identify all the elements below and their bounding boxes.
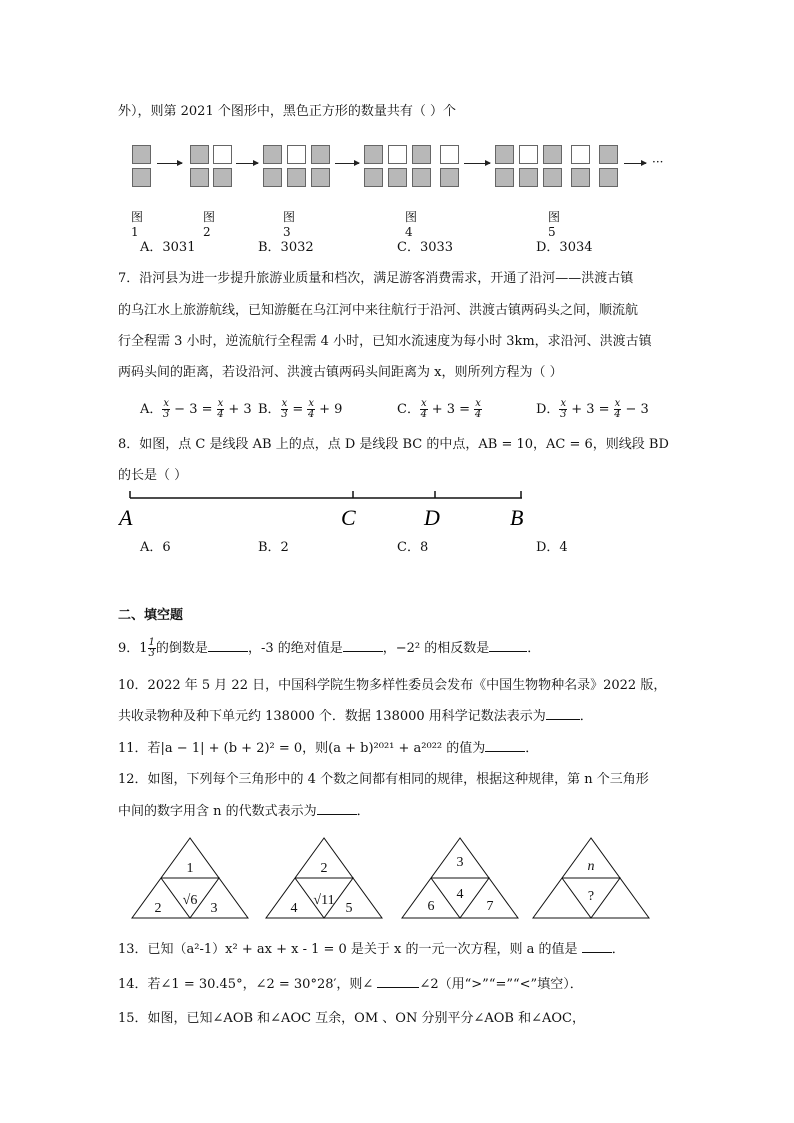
q7-line-3: 行全程需 3 小时，逆流航行全程需 4 小时，已知水流速度为每小时 3km，求沿河、洪渡古镇 — [118, 334, 652, 349]
q6-option-b[interactable]: B．3032 — [258, 240, 314, 255]
q6-tail-text: 外），则第 2021 个图形中，黑色正方形的数量共有（ ）个 — [118, 104, 456, 119]
q12-blank[interactable] — [317, 814, 357, 815]
point-label-b: B — [510, 505, 524, 530]
q7-option-d[interactable]: D． $\frac{x}{3}$ + 3 = $\frac{x}{4}$ − 3 — [536, 398, 649, 420]
q14-text: 14．若∠1 = 30.45°，∠2 = 30°28′，则∠ ∠2（用“>”“=”“<”填空）． — [118, 977, 583, 992]
q10-line-2: 共收录物种及种下单元约 138000 个．数据 138000 用科学记数法表示为 ． — [118, 709, 593, 724]
tri3-left: 6 — [427, 899, 435, 914]
black-square — [364, 145, 383, 164]
q8-option-c[interactable]: C．8 — [397, 540, 429, 555]
q9-text: 9．1 $\frac{1}{3}$ 的倒数是 ，-3 的绝对值是 ，−2² 的相反数是 ． — [118, 637, 541, 659]
black-square — [132, 168, 151, 187]
tri1-right: 3 — [210, 901, 218, 916]
tri1-mid: √6 — [182, 893, 198, 908]
figure-label-2: 图2 — [203, 210, 216, 239]
black-square — [213, 168, 232, 187]
q10-blank[interactable] — [546, 719, 580, 720]
black-square — [495, 145, 514, 164]
black-square — [311, 145, 330, 164]
arrow-icon — [236, 163, 258, 164]
arrow-icon — [157, 163, 182, 164]
black-square — [364, 168, 383, 187]
q15-text: 15．如图，已知∠AOB 和∠AOC 互余，OM 、ON 分别平分∠AOB 和∠AOC， — [118, 1011, 585, 1026]
tri1-left: 2 — [154, 901, 162, 916]
black-square — [190, 168, 209, 187]
figure-label-3: 图3 — [283, 210, 296, 239]
tri3-right: 7 — [486, 899, 494, 914]
black-square — [599, 145, 618, 164]
black-square — [599, 168, 618, 187]
triangle-3 — [402, 838, 518, 918]
q9-blank-2[interactable] — [343, 651, 383, 652]
section-title-fill-in: 二、填空题 — [118, 608, 184, 623]
q7-line-2: 的乌江水上旅游航线，已知游艇在乌江河中来往航行于沿河、洪渡古镇两码头之间，顺流航 — [118, 303, 639, 318]
q6-option-c[interactable]: C．3033 — [397, 240, 454, 255]
q12-triangles-figure — [120, 836, 660, 922]
white-square — [440, 145, 459, 164]
black-square — [263, 145, 282, 164]
tri2-mid: √11 — [313, 893, 335, 908]
q7-option-b[interactable]: B． $\frac{x}{3}$ = $\frac{x}{4}$ + 9 — [258, 398, 343, 420]
black-square — [388, 168, 407, 187]
black-square — [543, 145, 562, 164]
arrow-icon — [335, 163, 359, 164]
black-square — [519, 168, 538, 187]
q13-text: 13．已知（a²-1）x² + ax + x - 1 = 0 是关于 x 的一元一次方程，则 a 的值是 ． — [118, 942, 625, 957]
white-square — [571, 145, 590, 164]
q14-blank[interactable] — [377, 987, 419, 988]
triangle-4 — [533, 838, 649, 918]
arrow-icon — [624, 163, 646, 164]
black-square — [543, 168, 562, 187]
black-square — [311, 168, 330, 187]
q6-option-d[interactable]: D．3034 — [536, 240, 593, 255]
q12-line-1: 12．如图，下列每个三角形中的 4 个数之间都有相同的规律，根据这种规律，第 n 个三角形 — [118, 772, 649, 787]
tri3-mid: 4 — [456, 887, 464, 902]
q6-option-a[interactable]: A．3031 — [140, 240, 196, 255]
white-square — [287, 145, 306, 164]
figure-label-5: 图5 — [548, 210, 561, 239]
black-square — [287, 168, 306, 187]
point-label-d: D — [424, 505, 440, 530]
ellipsis: ··· — [652, 155, 664, 169]
point-label-c: C — [341, 505, 356, 530]
q8-option-a[interactable]: A．6 — [140, 540, 171, 555]
q8-line-1: 8．如图，点 C 是线段 AB 上的点，点 D 是线段 BC 的中点，AB = 10，AC = 6，则线段 BD — [118, 437, 669, 452]
q7-option-a[interactable]: A． $\frac{x}{3}$ − 3 = $\frac{x}{4}$ + 3 — [140, 398, 252, 420]
q9-blank-1[interactable] — [208, 651, 248, 652]
q9-blank-3[interactable] — [489, 651, 527, 652]
tri2-left: 4 — [290, 901, 298, 916]
black-square — [495, 168, 514, 187]
black-square — [132, 145, 151, 164]
q10-line-1: 10．2022 年 5 月 22 日，中国科学院生物多样性委员会发布《中国生物物种名录》2022 版， — [118, 678, 667, 693]
point-label-a: A — [119, 505, 133, 530]
black-square — [412, 145, 431, 164]
black-square — [571, 168, 590, 187]
q7-line-4: 两码头间的距离，若设沿河、洪渡古镇两码头间距离为 x，则所列方程为（ ） — [118, 365, 563, 380]
black-square — [263, 168, 282, 187]
white-square — [519, 145, 538, 164]
tri4-mid: ? — [587, 889, 595, 904]
q7-line-1: 7．沿河县为进一步提升旅游业质量和档次，满足游客消费需求，开通了沿河——洪渡古镇 — [118, 271, 634, 286]
white-square — [388, 145, 407, 164]
arrow-icon — [464, 163, 490, 164]
black-square — [440, 168, 459, 187]
tri4-top: n — [587, 859, 595, 874]
q8-option-b[interactable]: B．2 — [258, 540, 289, 555]
black-square — [190, 145, 209, 164]
black-square — [412, 168, 431, 187]
q11-text: 11．若|a − 1| + (b + 2)² = 0，则(a + b)²⁰²¹ + a²⁰²² 的值为 ． — [118, 741, 539, 756]
tri2-right: 5 — [345, 901, 353, 916]
tri3-top: 3 — [456, 855, 464, 870]
q13-blank[interactable] — [582, 952, 612, 953]
q12-line-2: 中间的数字用含 n 的代数式表示为 ． — [118, 804, 370, 819]
q8-segment-figure — [118, 488, 538, 532]
q7-option-c[interactable]: C． $\frac{x}{4}$ + 3 = $\frac{x}{4}$ — [397, 398, 482, 420]
q8-option-d[interactable]: D．4 — [536, 540, 568, 555]
white-square — [213, 145, 232, 164]
figure-label-1: 图1 — [131, 210, 144, 239]
q8-line-2: 的长是（ ） — [118, 468, 188, 483]
tri2-top: 2 — [320, 861, 328, 876]
figure-label-4: 图4 — [405, 210, 418, 239]
q11-blank[interactable] — [485, 751, 525, 752]
tri1-top: 1 — [186, 861, 194, 876]
